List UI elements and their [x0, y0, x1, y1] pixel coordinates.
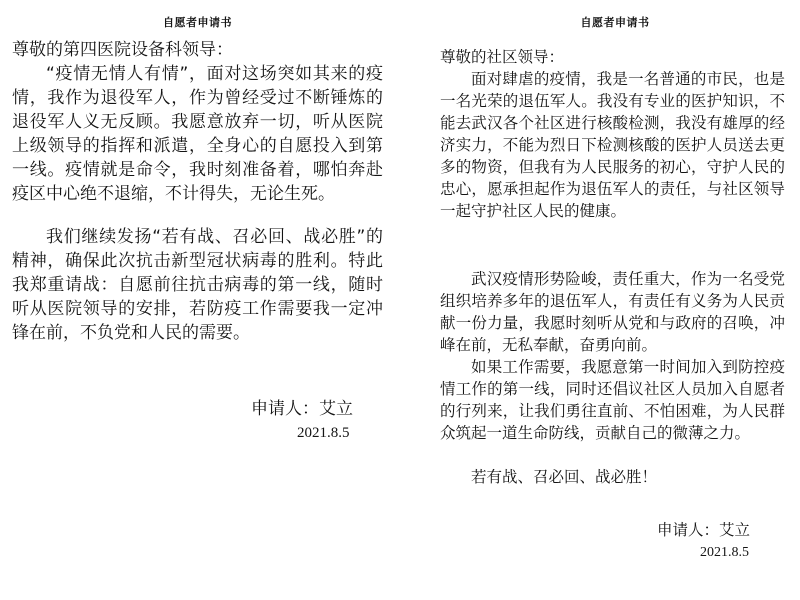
- letter-title: 自愿者申请书: [580, 16, 650, 29]
- application-letter-left: [0, 0, 395, 600]
- letter-paragraph: 面对肆虐的疫情，我是一名普通的市民，也是一名光荣的退伍军人。我没有专业的医护知识，不能去武汉各个社区进行核酸检测，我没有雄厚的经济实力，不能为烈日下检测核酸的医护人员送去更多的物资，但我有为人民服务的初心，守护人民的忠心，愿承担起作为退伍军人的责任，与社区领导一起守护社区人民的健康。: [440, 70, 785, 220]
- letter-title: 自愿者申请书: [163, 16, 232, 29]
- applicant-signature: 申请人：艾立: [657, 521, 751, 539]
- applicant-signature: 申请人：艾立: [251, 399, 353, 419]
- letter-paragraph: “疫情无情人有情”，面对这场突如其来的疫情，我作为退役军人，作为曾经受过不断锤炼的退役军人义无反顾。我愿意放弃一切，听从医院上级领导的指挥和派遣，全身心的自愿投入到第一线。疫情就是命令，我时刻准备着，哪怕奔赴疫区中心绝不退缩，不计得失，无论生死。: [12, 64, 383, 204]
- signature-date: 2021.8.5: [297, 425, 350, 441]
- letter-paragraph: 我们继续发扬“若有战、召必回、战必胜”的精神，确保此次抗击新型冠状病毒的胜利。特此我郑重请战：自愿前往抗击病毒的第一线，随时听从医院领导的安排，若防疫工作需要我一定冲锋在前，不负党和人民的需要。: [12, 227, 383, 343]
- letter-salutation: 尊敬的社区领导：: [440, 48, 565, 66]
- letter-paragraph: 如果工作需要，我愿意第一时间加入到防控疫情工作的第一线，同时还倡议社区人员加入自愿者的行列来，让我们勇往直前、不怕困难，为人民群众筑起一道生命防线，贡献自己的微薄之力。: [440, 358, 785, 442]
- signature-date: 2021.8.5: [700, 545, 749, 560]
- letter-closing-slogan: 若有战、召必回、战必胜！: [471, 468, 658, 486]
- letter-salutation: 尊敬的第四医院设备科领导：: [12, 40, 233, 60]
- application-letter-right: [430, 0, 800, 600]
- letter-paragraph: 武汉疫情形势险峻，责任重大，作为一名受党组织培养多年的退伍军人，有责任有义务为人民贡献一份力量，我愿时刻听从党和与政府的召唤，冲峰在前，无私奉献，奋勇向前。: [440, 270, 785, 354]
